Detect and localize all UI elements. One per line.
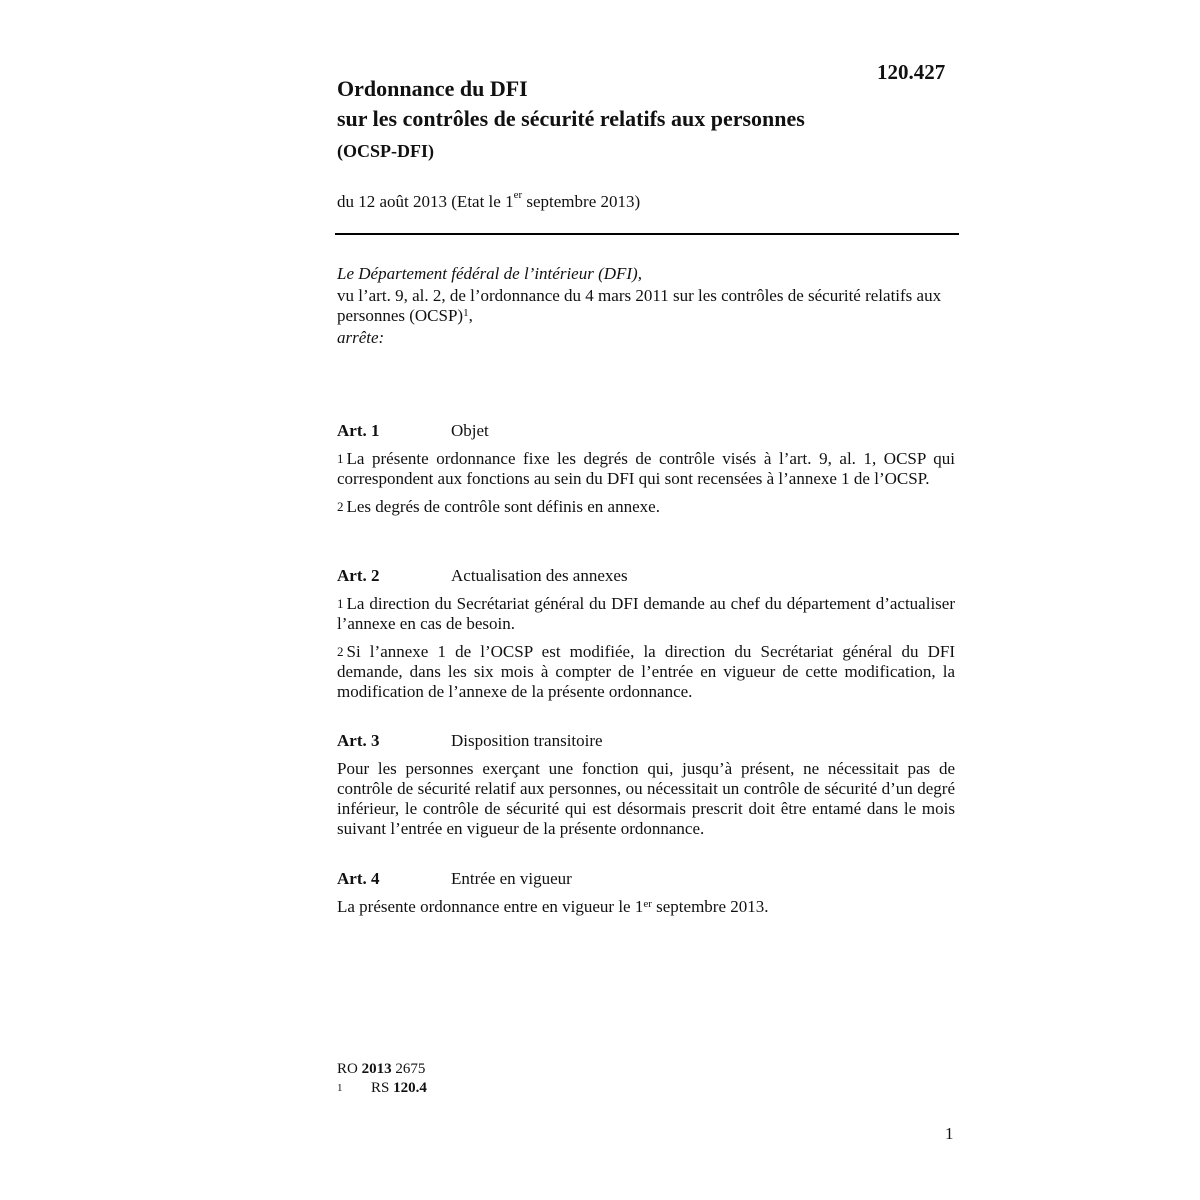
title-line-1: Ordonnance du DFI [337, 76, 528, 101]
article-number: Art. 1 [337, 421, 380, 440]
paragraph-text: Si l’annexe 1 de l’OCSP est modifiée, la direction du Secrétariat général du DFI demande, dans les six mois à compter de l’entrée en vigueur de cette modification, la modification de l’annexe de la présente ordonnance. [337, 642, 955, 701]
ro-page: 2675 [391, 1061, 426, 1077]
footnote-ref-1[interactable]: 1 [463, 307, 469, 319]
article-paragraph [337, 897, 955, 917]
sr-number: 120.427 [877, 60, 946, 84]
short-title: (OCSP-DFI) [337, 141, 434, 161]
title-line-2: sur les contrôles de sécurité relatifs aux personnes [337, 106, 805, 131]
date-suffix: septembre 2013) [522, 192, 641, 211]
article-number: Art. 2 [337, 566, 380, 585]
document-date [337, 189, 641, 212]
article-title: Objet [451, 421, 489, 440]
header-rule [335, 233, 959, 235]
footnote-prefix: RS [371, 1080, 394, 1096]
date-prefix: du 12 août 2013 (Etat le 1 [337, 192, 514, 211]
preamble-decree: arrête: [337, 328, 385, 347]
preamble-basis [337, 286, 955, 326]
preamble [337, 264, 955, 350]
paragraph-text: Les degrés de contrôle sont définis en annexe. [346, 497, 660, 516]
article-2 [337, 566, 955, 710]
article-title: Actualisation des annexes [451, 566, 628, 585]
paragraph-text: La présente ordonnance entre en vigueur le 1 [337, 897, 644, 916]
article-paragraph [337, 642, 955, 702]
article-title: Disposition transitoire [451, 731, 603, 750]
paragraph-number: 2 [337, 644, 344, 659]
article-number: Art. 4 [337, 869, 380, 888]
page-number: 1 [945, 1124, 954, 1143]
article-number: Art. 3 [337, 731, 380, 750]
article-paragraph [337, 759, 955, 839]
article-title: Entrée en vigueur [451, 869, 572, 888]
article-paragraph [337, 449, 955, 489]
paragraph-number: 1 [337, 451, 344, 466]
paragraph-number: 2 [337, 499, 344, 514]
paragraph-text: Pour les personnes exerçant une fonction qui, jusqu’à présent, ne nécessitait pas de contrôle de sécurité relatif aux personnes, ou nécessitait un contrôle de sécurité d’un degré inférieur, le contrôle de sécurité qui est désormais prescrit doit être entamé dans le mois suivant l’entrée en vigueur de la présente ordonnance. [337, 759, 955, 838]
date-sup: er [513, 189, 523, 201]
footnotes [337, 1060, 427, 1098]
ro-prefix: RO [337, 1061, 362, 1077]
ro-year: 2013 [361, 1061, 392, 1077]
paragraph-sup: er [643, 898, 652, 910]
document-title [337, 74, 957, 164]
article-3 [337, 731, 955, 847]
paragraph-text: La direction du Secrétariat général du DFI demande au chef du département d’actualiser l’annexe en cas de besoin. [337, 594, 955, 633]
paragraph-text-end: septembre 2013. [651, 897, 769, 916]
footnote-reference[interactable]: 120.4 [393, 1080, 427, 1096]
ro-reference [337, 1060, 427, 1079]
article-4 [337, 869, 955, 925]
article-1 [337, 421, 955, 525]
preamble-authority: Le Département fédéral de l’intérieur (DFI), [337, 264, 642, 283]
preamble-basis-text: vu l’art. 9, al. 2, de l’ordonnance du 4 mars 2011 sur les contrôles de sécurité relatifs aux personnes (OCSP) [337, 286, 942, 325]
article-paragraph [337, 594, 955, 634]
footnote-number: 1 [337, 1082, 343, 1094]
article-paragraph [337, 497, 955, 517]
footnote-1 [337, 1079, 427, 1098]
paragraph-number: 1 [337, 596, 344, 611]
preamble-basis-end: , [468, 306, 473, 325]
paragraph-text: La présente ordonnance fixe les degrés de contrôle visés à l’art. 9, al. 1, OCSP qui correspondent aux fonctions au sein du DFI qui sont recensées à l’annexe 1 de l’OCSP. [337, 449, 955, 488]
